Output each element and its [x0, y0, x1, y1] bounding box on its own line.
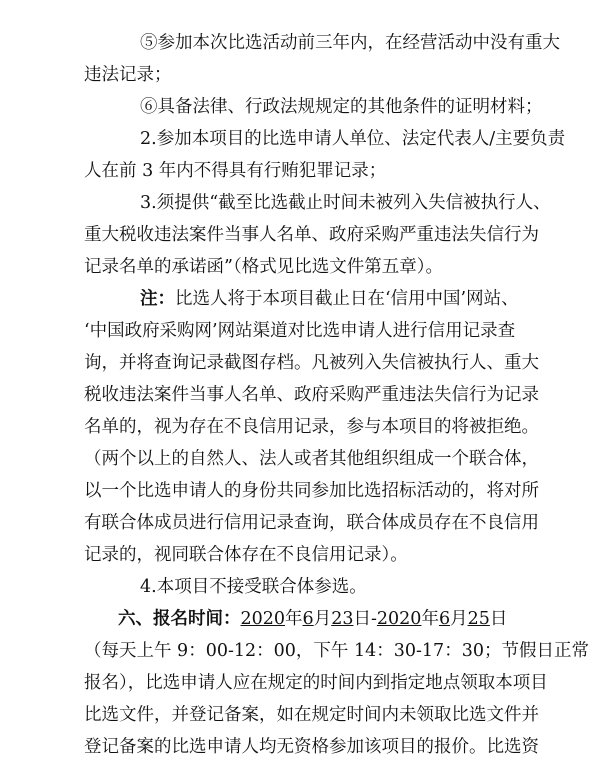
- paragraph-line: 人在前 3 年内不得具有行贿犯罪记录；: [84, 161, 387, 181]
- paragraph-line: 3.须提供“截至比选截止时间未被列入失信被执行人、: [140, 193, 551, 213]
- paragraph-line: 记录名单的承诺函”（格式见比选文件第五章）。: [84, 257, 443, 277]
- start-month: 6: [302, 609, 314, 629]
- date-text: 月: [313, 609, 332, 629]
- paragraph-line: 登记备案的比选申请人均无资格参加该项目的报价。比选资: [84, 737, 539, 757]
- end-month: 6: [438, 609, 451, 629]
- note-line: [140, 284, 520, 314]
- paragraph-line: 询，并将查询记录截图存档。凡被列入失信被执行人、重大: [84, 353, 539, 373]
- paragraph-line: 4.本项目不接受联合体参选。: [140, 577, 367, 597]
- paragraph-line: ⑥具备法律、行政法规规定的其他条件的证明材料；: [140, 97, 543, 117]
- registration-time-line: [118, 604, 518, 634]
- paragraph-line: 税收违法案件当事人名单、政府采购严重违法失信行为记录: [84, 385, 539, 405]
- note-text: 比选人将于本项目截止日在‘信用中国’网站、: [175, 289, 519, 309]
- start-year: 2020: [240, 609, 286, 629]
- end-day: 25: [467, 609, 490, 629]
- paragraph-line: 有联合体成员进行信用记录查询，联合体成员存在不良信用: [84, 513, 539, 533]
- paragraph-line: 记录的，视同联合体存在不良信用记录）。: [84, 545, 408, 565]
- date-text: 年: [421, 609, 439, 629]
- paragraph-line: （每天上午 9：00-12：00，下午 14：30-17：30；节假日正常: [84, 641, 589, 661]
- paragraph-line: 违法记录；: [84, 65, 172, 85]
- paragraph-line: ‘中国政府采购网’网站渠道对比选申请人进行信用记录查: [84, 321, 516, 341]
- paragraph-line: ⑤参加本次比选活动前三年内，在经营活动中没有重大: [140, 33, 560, 53]
- date-text: 日-: [353, 609, 377, 629]
- note-label: 注：: [140, 289, 175, 309]
- paragraph-line: 2.参加本项目的比选申请人单位、法定代表人/主要负责: [140, 129, 566, 149]
- paragraph-line: 以一个比选申请人的身份共同参加比选招标活动的，将对所: [84, 481, 539, 501]
- paragraph-line: 比选文件，并登记备案，如在规定时间内未领取比选文件并: [84, 705, 539, 725]
- start-day: 23: [331, 609, 354, 629]
- date-text: 年: [285, 609, 303, 629]
- paragraph-line: 名单的，视为存在不良信用记录，参与本项目的将被拒绝。: [84, 417, 539, 437]
- paragraph-line: 重大税收违法案件当事人名单、政府采购严重违法失信行为: [84, 225, 539, 245]
- date-text: 日: [489, 609, 508, 629]
- date-text: 月: [450, 609, 468, 629]
- section-heading: 六、报名时间：: [118, 609, 241, 629]
- paragraph-line: （两个以上的自然人、法人或者其他组织组成一个联合体，: [84, 449, 539, 469]
- end-year: 2020: [376, 609, 422, 629]
- paragraph-line: 报名），比选申请人应在规定的时间内到指定地点领取本项目: [84, 673, 548, 693]
